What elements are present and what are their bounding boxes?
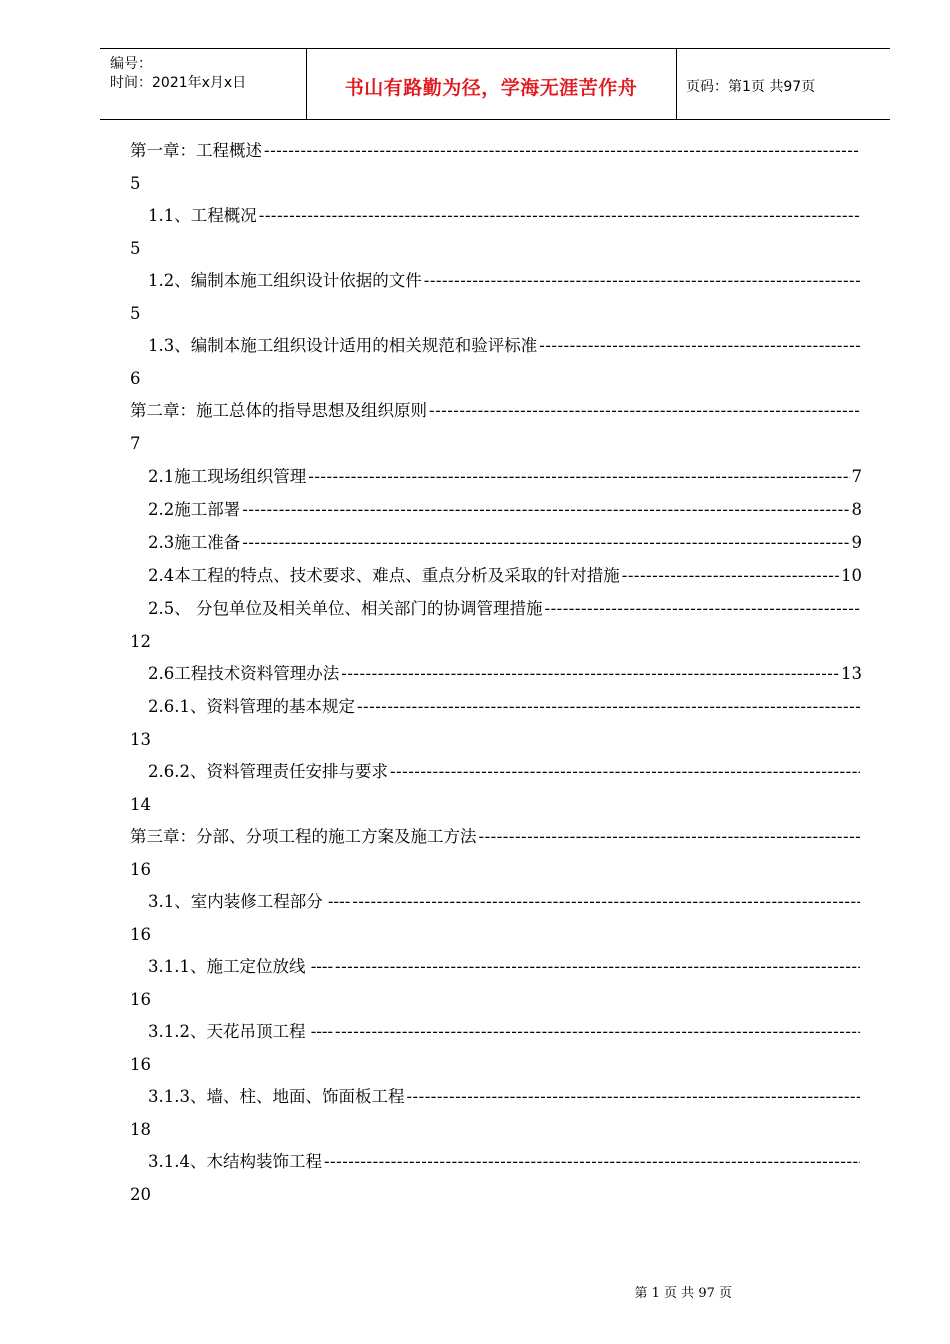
- toc-leader-dashes: [406, 1086, 860, 1108]
- toc-entry-title: 2.3施工准备: [148, 533, 241, 552]
- toc-entry-page: 5: [130, 239, 141, 258]
- toc-entry-title: 3.1.3、墙、柱、地面、饰面板工程: [148, 1087, 405, 1106]
- toc-entry[interactable]: [148, 335, 862, 357]
- toc-entry[interactable]: [148, 532, 862, 554]
- toc-entry-page: 14: [130, 795, 151, 814]
- toc-leader-dashes: [341, 663, 839, 685]
- toc-entry-page: 5: [130, 304, 141, 323]
- toc-entry[interactable]: [148, 499, 862, 521]
- toc-entry[interactable]: [148, 663, 862, 685]
- footer-page-number: 第 1 页 共 97 页: [634, 1286, 732, 1301]
- toc-leader-dashes: [545, 598, 861, 620]
- toc-entry-title: 第一章：工程概述: [130, 141, 262, 160]
- toc-entry[interactable]: [130, 826, 862, 848]
- toc-entry-page: 16: [130, 925, 151, 944]
- toc-entry-title: 第二章：施工总体的指导思想及组织原则: [130, 401, 427, 420]
- toc-leader-dashes: [335, 1021, 860, 1043]
- toc-entry-page: 20: [130, 1185, 151, 1204]
- toc-leader-dashes: [424, 270, 860, 292]
- toc-entry-title: 第三章：分部、分项工程的施工方案及施工方法: [130, 827, 477, 846]
- toc-entry-page: 13: [841, 664, 862, 683]
- toc-entry-title: 2.6.2、资料管理责任安排与要求: [148, 762, 388, 781]
- toc-entry-page: 9: [851, 533, 862, 552]
- toc-entry-title: 2.5、 分包单位及相关单位、相关部门的协调管理措施: [148, 599, 543, 618]
- toc-leader-dashes: [335, 956, 860, 978]
- toc-entry-title: 2.1施工现场组织管理: [148, 467, 307, 486]
- toc-entry-title: 2.2施工部署: [148, 500, 241, 519]
- toc-entry-title: 1.3、编制本施工组织设计适用的相关规范和验评标准: [148, 336, 538, 355]
- toc-entry[interactable]: [148, 1151, 862, 1173]
- toc-entry-title: 1.2、编制本施工组织设计依据的文件: [148, 271, 422, 290]
- toc-leader-dashes: [259, 205, 860, 227]
- toc-entry[interactable]: [148, 565, 862, 587]
- toc-entry-title: 3.1.1、施工定位放线 ----: [148, 957, 334, 976]
- toc-entry-page: 12: [130, 632, 151, 651]
- toc-entry-page: 8: [851, 500, 862, 519]
- toc-leader-dashes: [352, 891, 860, 913]
- toc-entry-title: 2.6.1、资料管理的基本规定: [148, 697, 355, 716]
- toc-entry-title: 3.1、室内装修工程部分 ----: [148, 892, 351, 911]
- toc-entry[interactable]: [148, 1086, 862, 1108]
- toc-leader-dashes: [242, 532, 849, 554]
- toc-entry-title: 1.1、工程概况: [148, 206, 257, 225]
- toc-entry-title: 2.6工程技术资料管理办法: [148, 664, 340, 683]
- toc-leader-dashes: [242, 499, 849, 521]
- toc-entry-page: 7: [851, 467, 862, 486]
- toc-entry[interactable]: [148, 956, 862, 978]
- toc-entry[interactable]: [130, 400, 862, 422]
- toc-entry-title: 3.1.4、木结构装饰工程: [148, 1152, 322, 1171]
- toc-leader-dashes: [622, 565, 839, 587]
- toc-entry-page: 10: [841, 566, 862, 585]
- toc-leader-dashes: [264, 140, 860, 162]
- header-motto: 书山有路勤为径，学海无涯苦作舟: [344, 77, 638, 99]
- toc-entry-title: 3.1.2、天花吊顶工程 ----: [148, 1022, 334, 1041]
- toc-entry[interactable]: [148, 466, 862, 488]
- toc-leader-dashes: [479, 826, 861, 848]
- toc-entry-page: 16: [130, 860, 151, 879]
- toc-leader-dashes: [539, 335, 860, 357]
- toc-entry-page: 18: [130, 1120, 151, 1139]
- toc-entry-page: 6: [130, 369, 141, 388]
- toc-entry-page: 16: [130, 1055, 151, 1074]
- toc-entry[interactable]: [148, 598, 862, 620]
- toc-entry-page: 5: [130, 174, 141, 193]
- toc-entry-page: 13: [130, 730, 151, 749]
- toc-leader-dashes: [357, 696, 860, 718]
- toc-entry-page: 7: [130, 434, 141, 453]
- toc-entry[interactable]: [148, 761, 862, 783]
- toc-leader-dashes: [308, 466, 849, 488]
- toc-leader-dashes: [429, 400, 860, 422]
- document-number-label: 编号：: [110, 56, 152, 72]
- toc-entry-page: 16: [130, 990, 151, 1009]
- document-time-label: 时间：2021年x月x日: [110, 75, 247, 91]
- toc-entry[interactable]: [148, 696, 862, 718]
- header-page-info: 页码：第1页 共97页: [686, 79, 816, 95]
- toc-entry[interactable]: [130, 140, 862, 162]
- toc-entry[interactable]: [148, 205, 862, 227]
- toc-entry[interactable]: [148, 891, 862, 913]
- toc-leader-dashes: [324, 1151, 860, 1173]
- toc-entry[interactable]: [148, 270, 862, 292]
- toc-entry-title: 2.4本工程的特点、技术要求、难点、重点分析及采取的针对措施: [148, 566, 620, 585]
- toc-entry[interactable]: [148, 1021, 862, 1043]
- toc-leader-dashes: [390, 761, 860, 783]
